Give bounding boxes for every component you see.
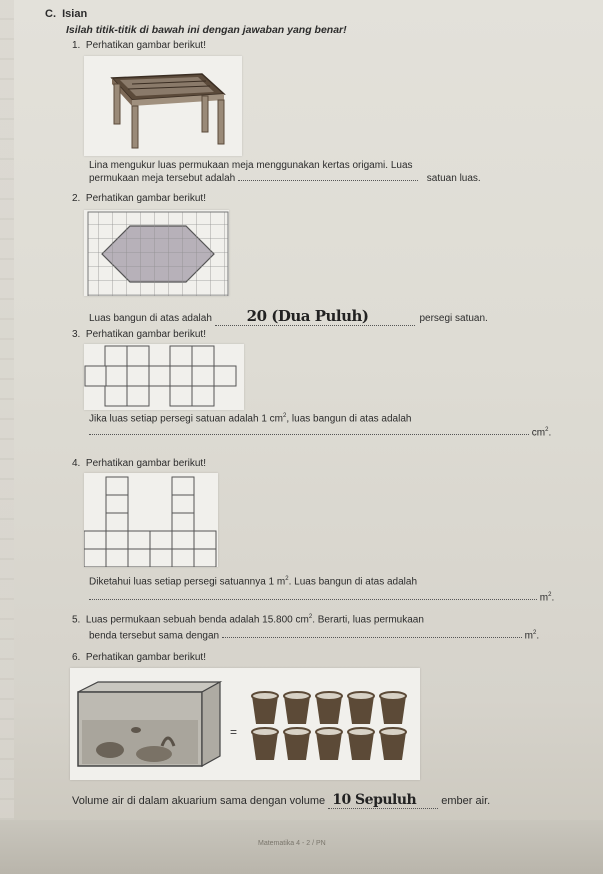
q6-answer-line: Volume air di dalam akuarium sama dengan volume 10 Sepuluh ember air. xyxy=(72,792,491,808)
bucket-icon xyxy=(252,692,278,724)
q2-prompt: 2. Perhatikan gambar berikut! xyxy=(72,193,206,204)
bucket-icon xyxy=(316,728,342,760)
q4-text-line2: $m^2$. xyxy=(89,592,554,603)
q4-answer-blank[interactable] xyxy=(89,599,537,600)
q2-answer-blank[interactable] xyxy=(215,307,415,326)
q6-prompt: 6. Perhatikan gambar berikut! xyxy=(72,652,206,663)
q2-answer-line: Luas bangun di atas adalah 20 (Dua Puluh) persegi satuan. xyxy=(89,307,488,325)
bucket-icon xyxy=(380,728,406,760)
q6-handwritten-answer: 10 Sepuluh xyxy=(332,792,417,808)
q1-text-line2: permukaan meja tersebut adalah satuan luas. xyxy=(89,173,481,184)
equals-sign: = xyxy=(230,725,238,739)
q2-hexagon-grid xyxy=(84,210,229,296)
table-icon xyxy=(84,56,242,156)
q5-answer-blank[interactable] xyxy=(222,637,522,638)
bucket-icon xyxy=(348,692,374,724)
q1-answer-blank[interactable] xyxy=(238,180,418,181)
page-footer xyxy=(0,820,603,874)
q4-text-line1: Diketahui luas setiap persegi satuannya 1 $m^2$. Luas bangun di atas adalah xyxy=(89,576,418,588)
q3-answer-blank[interactable] xyxy=(89,434,529,435)
aquarium-icon xyxy=(78,682,220,766)
bucket-icon xyxy=(284,728,310,760)
section-heading: C. Isian xyxy=(45,8,88,20)
q3-text-line1: Jika luas setiap persegi satuan adalah 1 $cm^2$, luas bangun di atas adalah xyxy=(89,413,412,425)
q6-answer-blank[interactable] xyxy=(328,792,438,809)
q3-prompt: 3. Perhatikan gambar berikut! xyxy=(72,329,206,340)
footer-text: Matematika 4 - 2 / PN xyxy=(258,840,326,847)
page-edge xyxy=(0,0,14,874)
q6-aquarium-buckets xyxy=(70,668,420,780)
q3-cross-shape xyxy=(84,344,244,410)
bucket-grid xyxy=(252,692,406,760)
q5-text-line1: 5. Luas permukaan sebuah benda adalah 15.800 $cm^2$. Berarti, luas permukaan xyxy=(72,614,424,626)
bucket-icon xyxy=(380,692,406,724)
q1-table-picture xyxy=(84,56,242,156)
bucket-icon xyxy=(252,728,278,760)
q3-text-line2: $cm^2$. xyxy=(89,427,551,438)
bucket-icon xyxy=(316,692,342,724)
q1-prompt: 1. Perhatikan gambar berikut! xyxy=(72,40,206,51)
q1-text-line1: Lina mengukur luas permukaan meja menggunakan kertas origami. Luas xyxy=(89,160,413,171)
instruction-text: Isilah titik-titik di bawah ini dengan jawaban yang benar! xyxy=(66,24,347,36)
bucket-icon xyxy=(284,692,310,724)
bucket-icon xyxy=(348,728,374,760)
q5-text-line2: benda tersebut sama dengan $m^2$. xyxy=(89,630,540,642)
q4-block-shape xyxy=(84,473,218,567)
q4-prompt: 4. Perhatikan gambar berikut! xyxy=(72,458,206,469)
q2-handwritten-answer: 20 (Dua Puluh) xyxy=(246,307,369,325)
